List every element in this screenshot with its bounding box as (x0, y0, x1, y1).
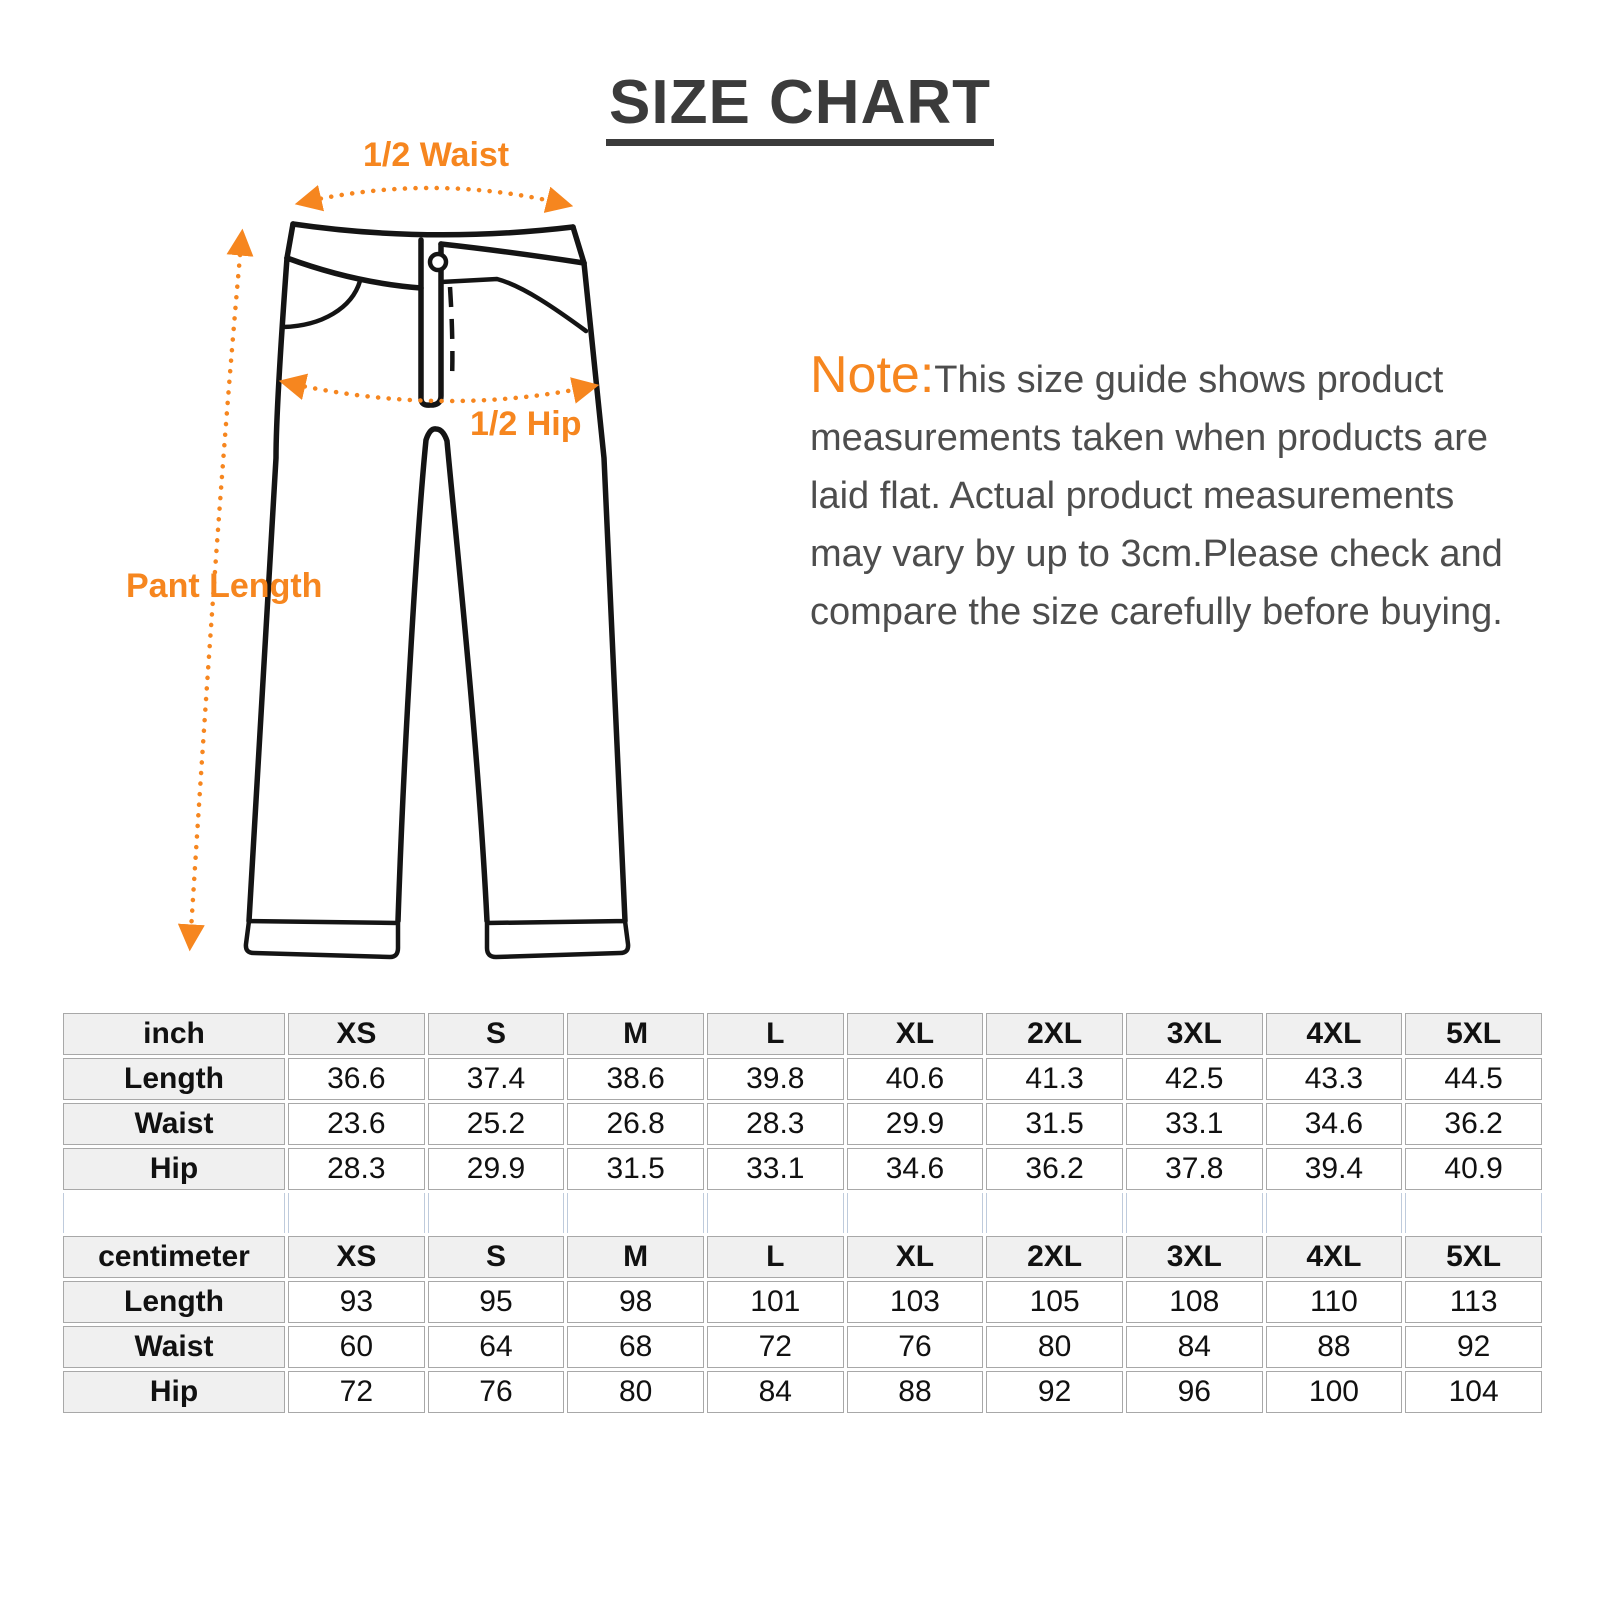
waistband-bottom-left (287, 258, 421, 288)
size-column-header: 3XL (1126, 1236, 1263, 1278)
size-value: 33.1 (707, 1148, 844, 1190)
note-paragraph (810, 346, 1530, 641)
unit-label: centimeter (63, 1236, 285, 1278)
size-value: 72 (707, 1326, 844, 1368)
measurement-label: Hip (63, 1148, 285, 1190)
size-value: 36.6 (288, 1058, 425, 1100)
size-value: 104 (1405, 1371, 1542, 1413)
waist-measure-arrow (300, 188, 568, 205)
spacer-cell (567, 1193, 704, 1233)
size-value: 93 (288, 1281, 425, 1323)
size-value: 72 (288, 1371, 425, 1413)
waistband-top-edge (293, 224, 573, 235)
note-line: measurements taken when products are (810, 417, 1489, 459)
size-column-header: S (428, 1236, 565, 1278)
note-line: laid flat. Actual product measurements (810, 475, 1455, 517)
size-value: 28.3 (288, 1148, 425, 1190)
size-value: 36.2 (986, 1148, 1123, 1190)
measurement-label: Waist (63, 1103, 285, 1145)
spacer-cell (986, 1193, 1123, 1233)
measurement-label: Hip (63, 1371, 285, 1413)
size-value: 80 (567, 1371, 704, 1413)
note-text: This size guide shows product (934, 359, 1444, 401)
size-column-header: XS (288, 1013, 425, 1055)
inch-waist-row (63, 1103, 1542, 1145)
size-value: 110 (1266, 1281, 1403, 1323)
note-prefix: Note: (810, 346, 935, 404)
size-value: 26.8 (567, 1103, 704, 1145)
spacer-cell (1405, 1193, 1542, 1233)
spacer-cell (847, 1193, 984, 1233)
left-pocket (283, 281, 360, 327)
size-value: 36.2 (1405, 1103, 1542, 1145)
note-line: compare the size carefully before buying. (810, 591, 1503, 633)
centimeter-waist-row (63, 1326, 1542, 1368)
spacer-cell (63, 1193, 285, 1233)
size-value: 60 (288, 1326, 425, 1368)
size-column-header: M (567, 1013, 704, 1055)
size-value: 95 (428, 1281, 565, 1323)
size-value: 84 (1126, 1326, 1263, 1368)
size-column-header: XL (847, 1236, 984, 1278)
size-table-body (63, 1013, 1542, 1413)
size-value: 64 (428, 1326, 565, 1368)
size-column-header: L (707, 1236, 844, 1278)
spacer-cell (288, 1193, 425, 1233)
size-value: 105 (986, 1281, 1123, 1323)
size-column-header: S (428, 1013, 565, 1055)
waist-button-icon (430, 254, 446, 270)
size-value: 101 (707, 1281, 844, 1323)
size-value: 41.3 (986, 1058, 1123, 1100)
length-measure-label: Pant Length (126, 567, 323, 605)
pants-measurement-diagram (100, 120, 700, 1000)
size-value: 40.9 (1405, 1148, 1542, 1190)
size-column-header: 5XL (1405, 1236, 1542, 1278)
size-value: 113 (1405, 1281, 1542, 1323)
hip-measure-label: 1/2 Hip (470, 405, 582, 443)
measurement-label: Waist (63, 1326, 285, 1368)
size-column-header: 3XL (1126, 1013, 1263, 1055)
right-pocket (441, 279, 586, 331)
centimeter-length-row (63, 1281, 1542, 1323)
inseams (398, 429, 487, 921)
spacer-cell (428, 1193, 565, 1233)
right-cuff (487, 921, 628, 957)
size-value: 37.8 (1126, 1148, 1263, 1190)
size-column-header: XL (847, 1013, 984, 1055)
size-column-header: L (707, 1013, 844, 1055)
size-value: 33.1 (1126, 1103, 1263, 1145)
centimeter-hip-row (63, 1371, 1542, 1413)
measurement-label: Length (63, 1058, 285, 1100)
size-value: 42.5 (1126, 1058, 1263, 1100)
size-value: 29.9 (847, 1103, 984, 1145)
measurement-label: Length (63, 1281, 285, 1323)
inch-length-row (63, 1058, 1542, 1100)
size-value: 38.6 (567, 1058, 704, 1100)
waistband-bottom-right (441, 244, 584, 263)
size-value: 40.6 (847, 1058, 984, 1100)
centimeter-header-row (63, 1236, 1542, 1278)
size-column-header: 2XL (986, 1013, 1123, 1055)
size-value: 100 (1266, 1371, 1403, 1413)
size-value: 29.9 (428, 1148, 565, 1190)
inch-hip-row (63, 1148, 1542, 1190)
size-value: 28.3 (707, 1103, 844, 1145)
size-value: 88 (1266, 1326, 1403, 1368)
size-column-header: 5XL (1405, 1013, 1542, 1055)
note-line: may vary by up to 3cm.Please check and (810, 533, 1503, 575)
size-value: 34.6 (1266, 1103, 1403, 1145)
size-value: 92 (986, 1371, 1123, 1413)
size-value: 76 (847, 1326, 984, 1368)
size-value: 25.2 (428, 1103, 565, 1145)
size-value: 68 (567, 1326, 704, 1368)
size-value: 39.8 (707, 1058, 844, 1100)
size-value: 39.4 (1266, 1148, 1403, 1190)
size-value: 37.4 (428, 1058, 565, 1100)
size-value: 84 (707, 1371, 844, 1413)
size-value: 98 (567, 1281, 704, 1323)
waistband-right-edge (573, 227, 584, 263)
size-value: 76 (428, 1371, 565, 1413)
inch-header-row (63, 1013, 1542, 1055)
page-title: SIZE CHART (606, 72, 994, 146)
size-value: 88 (847, 1371, 984, 1413)
waist-measure-label: 1/2 Waist (363, 136, 510, 174)
fly-stitch-dashed-line (450, 287, 452, 380)
size-value: 44.5 (1405, 1058, 1542, 1100)
spacer-cell (1126, 1193, 1263, 1233)
size-column-header: 4XL (1266, 1236, 1403, 1278)
size-column-header: XS (288, 1236, 425, 1278)
size-value: 43.3 (1266, 1058, 1403, 1100)
size-value: 80 (986, 1326, 1123, 1368)
size-value: 92 (1405, 1326, 1542, 1368)
size-column-header: 2XL (986, 1236, 1123, 1278)
size-value: 96 (1126, 1371, 1263, 1413)
table-spacer-row (63, 1193, 1542, 1233)
size-value: 31.5 (986, 1103, 1123, 1145)
size-value: 23.6 (288, 1103, 425, 1145)
size-column-header: 4XL (1266, 1013, 1403, 1055)
size-chart-table (60, 1010, 1545, 1416)
size-column-header: M (567, 1236, 704, 1278)
right-outer-seam (584, 263, 625, 921)
size-value: 34.6 (847, 1148, 984, 1190)
waistband-left-edge (287, 224, 293, 258)
size-value: 103 (847, 1281, 984, 1323)
spacer-cell (707, 1193, 844, 1233)
spacer-cell (1266, 1193, 1403, 1233)
size-value: 31.5 (567, 1148, 704, 1190)
left-cuff (246, 921, 398, 957)
unit-label: inch (63, 1013, 285, 1055)
size-value: 108 (1126, 1281, 1263, 1323)
note-line (810, 346, 1530, 409)
